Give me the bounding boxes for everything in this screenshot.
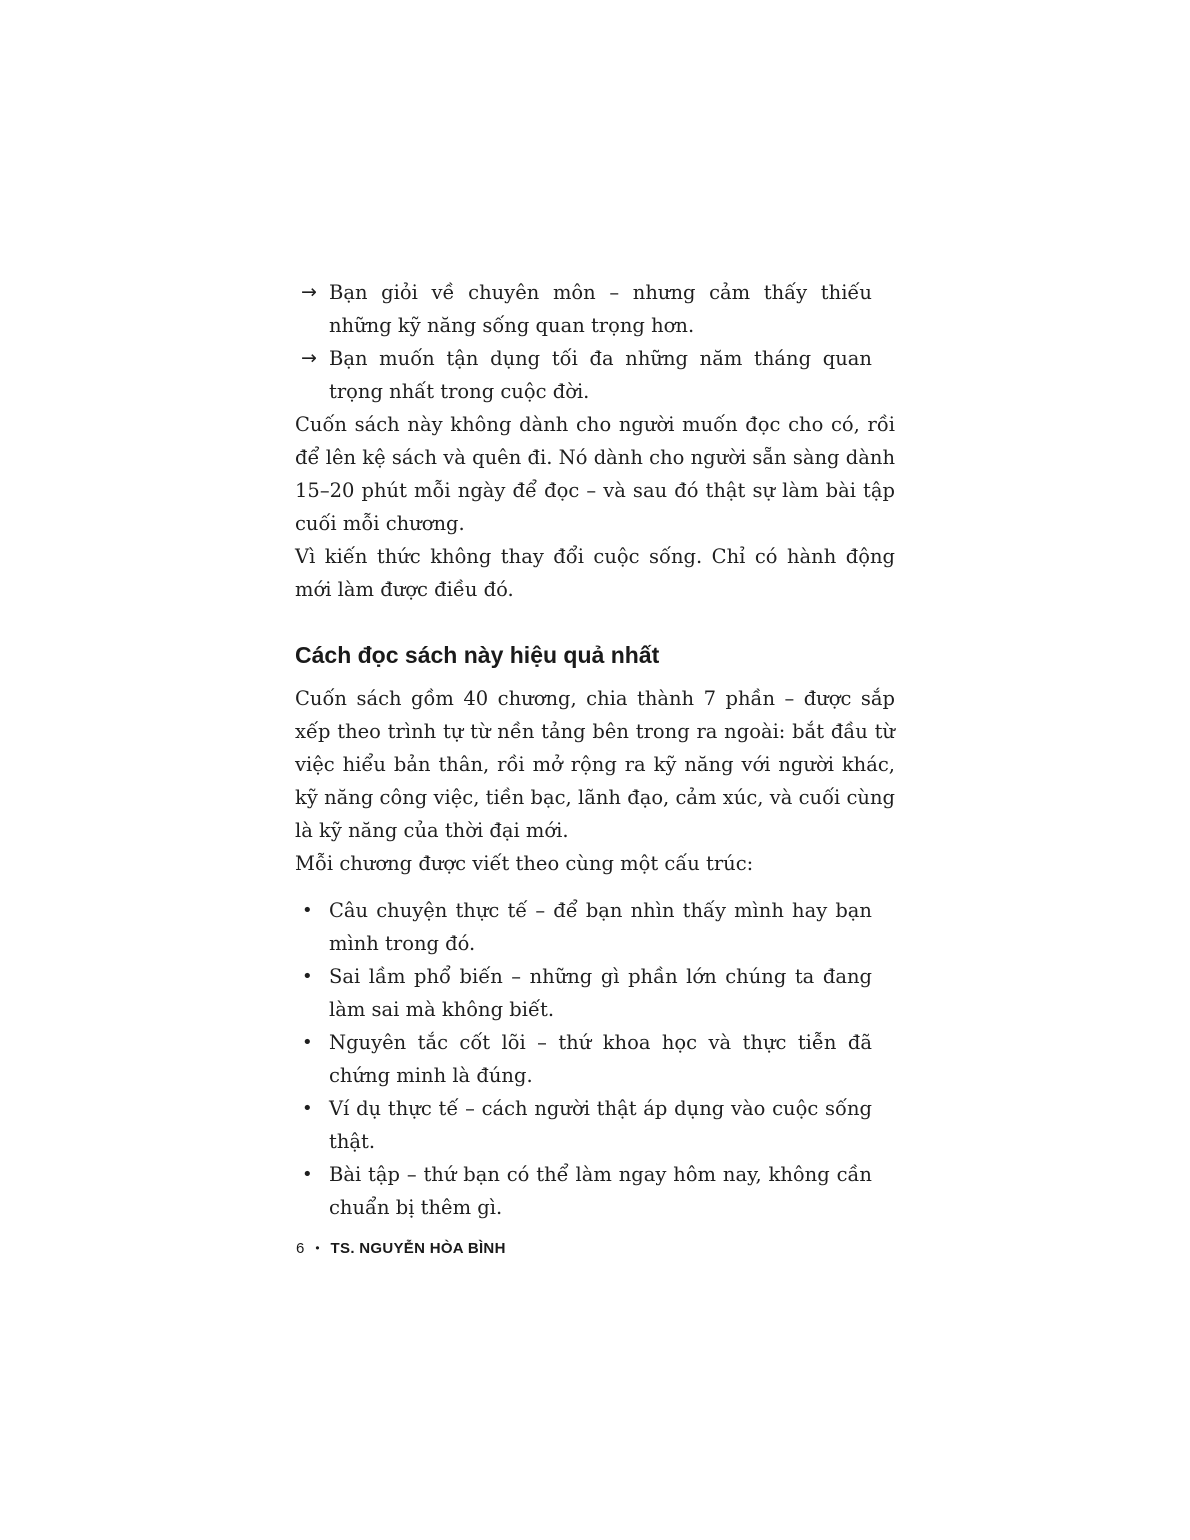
bullet-list-item — [295, 1158, 872, 1224]
section-heading: Cách đọc sách này hiệu quả nhất — [295, 642, 660, 668]
author-name: TS. NGUYỄN HÒA BÌNH — [330, 1240, 506, 1257]
bullet-list-text: Bài tập – thứ bạn có thể làm ngay hôm nay, không cần chuẩn bị thêm gì. — [329, 1163, 872, 1219]
bullet-icon: • — [302, 1164, 313, 1185]
page-number: 6 — [296, 1240, 305, 1257]
arrow-icon: → — [301, 347, 317, 369]
footer-separator-icon: • — [315, 1241, 320, 1255]
arrow-list-item — [295, 276, 872, 342]
arrow-icon: → — [301, 281, 317, 303]
arrow-list-item — [295, 342, 872, 408]
bullet-icon: • — [302, 1098, 313, 1119]
paragraph: Mỗi chương được viết theo cùng một cấu trúc: — [295, 852, 754, 875]
bullet-list-item — [295, 1092, 872, 1158]
paragraph: Cuốn sách này không dành cho người muốn đọc cho có, rồi để lên kệ sách và quên đi. Nó dành cho người sẵn sàng dành 15–20 phút mỗi ngày để đọc – và sau đó thật sự làm bài tập cuối mỗi chương. — [295, 413, 895, 535]
bullet-icon: • — [302, 1032, 313, 1053]
bullet-list — [295, 894, 895, 1224]
arrow-list-text: Bạn muốn tận dụng tối đa những năm tháng quan trọng nhất trong cuộc đời. — [329, 347, 872, 403]
bullet-list-item — [295, 1026, 872, 1092]
bullet-list-text: Câu chuyện thực tế – để bạn nhìn thấy mình hay bạn mình trong đó. — [329, 899, 872, 955]
bullet-list-text: Nguyên tắc cốt lõi – thứ khoa học và thực tiễn đã chứng minh là đúng. — [329, 1031, 872, 1087]
page-content — [295, 276, 895, 1224]
arrow-list-text: Bạn giỏi về chuyên môn – nhưng cảm thấy thiếu những kỹ năng sống quan trọng hơn. — [329, 281, 872, 337]
bullet-list-item — [295, 960, 872, 1026]
bullet-icon: • — [302, 966, 313, 987]
bullet-list-text: Sai lầm phổ biến – những gì phần lớn chúng ta đang làm sai mà không biết. — [329, 965, 872, 1021]
page-footer — [296, 1240, 506, 1257]
paragraph: Vì kiến thức không thay đổi cuộc sống. Chỉ có hành động mới làm được điều đó. — [295, 545, 895, 601]
bullet-list-item — [295, 894, 872, 960]
bullet-list-text: Ví dụ thực tế – cách người thật áp dụng vào cuộc sống thật. — [329, 1097, 872, 1153]
paragraph: Cuốn sách gồm 40 chương, chia thành 7 phần – được sắp xếp theo trình tự từ nền tảng bên trong ra ngoài: bắt đầu từ việc hiểu bản thân, rồi mở rộng ra kỹ năng với người khác, kỹ năng công việc, tiền bạc, lãnh đạo, cảm xúc, và cuối cùng là kỹ năng của thời đại mới. — [295, 687, 895, 842]
bullet-icon: • — [302, 900, 313, 921]
